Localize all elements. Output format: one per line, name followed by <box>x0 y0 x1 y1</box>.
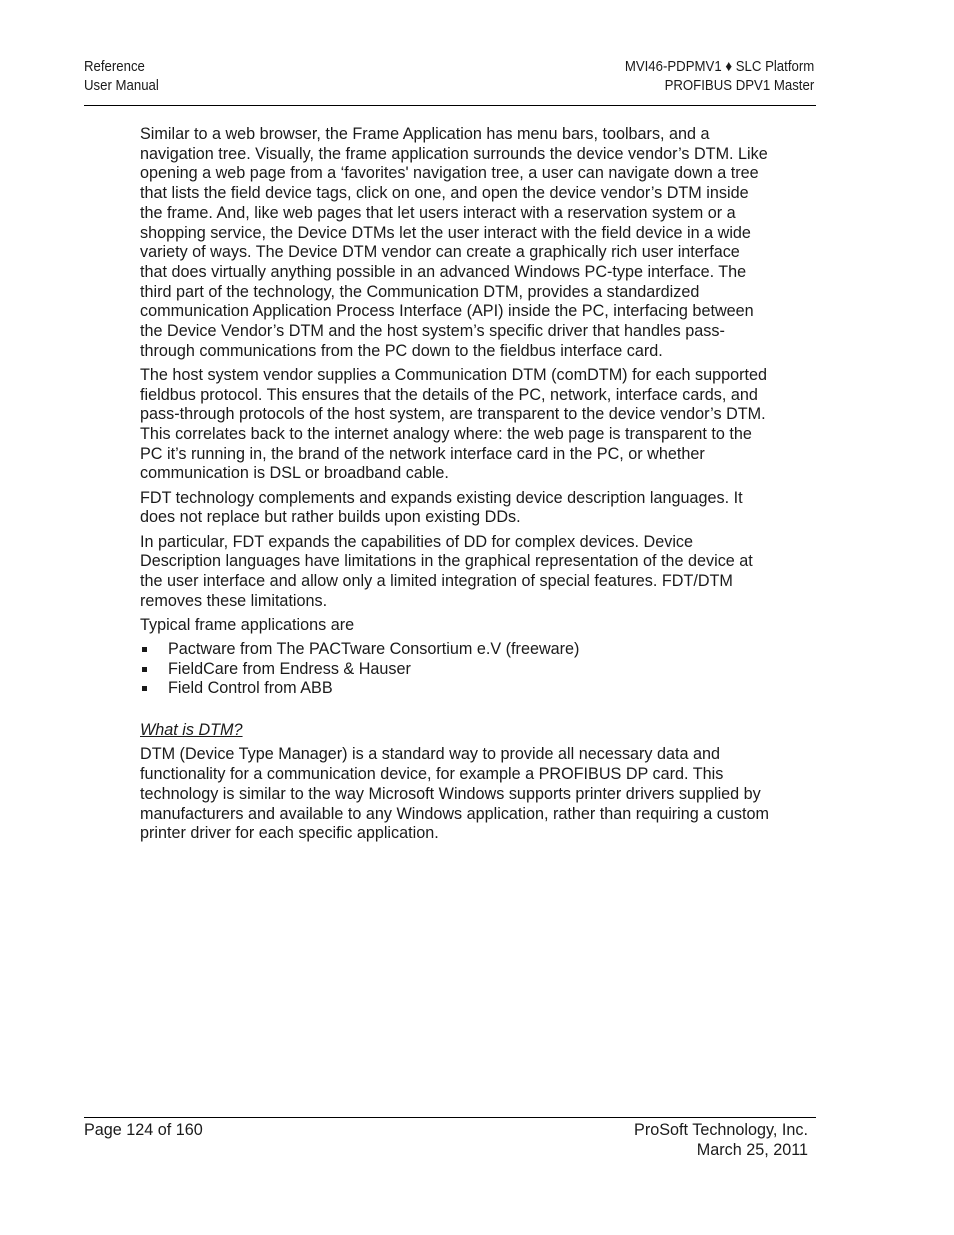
header-product-subtitle: PROFIBUS DPV1 Master <box>664 77 814 94</box>
page-body <box>140 125 770 848</box>
header-right <box>625 57 814 95</box>
list-item-text: Pactware from The PACTware Consortium e.V (freeware) <box>168 640 580 659</box>
footer-date: March 25, 2011 <box>696 1141 808 1159</box>
list-item <box>140 679 770 699</box>
paragraph-typical-frame-apps: Typical frame applications are <box>140 615 355 634</box>
header-divider <box>84 105 816 106</box>
header-left <box>84 57 159 95</box>
paragraph-frame-application: Similar to a web browser, the Frame Application has menu bars, toolbars, and a navigation tree. Visually, the frame application surrounds the device vendor’s DTM. Like opening a web page from a ‘favorites' navigation tree, a user can navigate down a tree that lists the field device tags, click on one, and open the device vendor’s DTM inside the frame. And, like web pages that let users interact with a reservation system or a shopping service, the Device DTMs let the user interact with the field device in a wide variety of ways. The Device DTM vendor can create a graphically rich user interface that does virtually anything possible in an advanced Windows PC-type interface. The third part of the technology, the Communication DTM, provides a standardized communication Application Process Interface (API) inside the PC, interfacing between the Device Vendor’s DTM and the host system’s specific driver that handles pass-through communications from the PC down to the fieldbus interface card. <box>140 125 768 360</box>
subheading-what-is-dtm: What is DTM? <box>140 721 243 740</box>
paragraph-comdtm: The host system vendor supplies a Communication DTM (comDTM) for each supported fieldbus protocol. This ensures that the details of the PC, network, interface cards, and pass-through protocols of the host system, are transparent to the device vendor’s DTM. This correlates back to the internet analogy where: the web page is transparent to the PC it’s running in, the brand of the network interface card in the PC, or whether communication is DSL or broadband cable. <box>140 365 768 483</box>
bullet-square-icon <box>142 667 147 672</box>
list-item <box>140 660 770 680</box>
footer-right <box>634 1120 808 1160</box>
bullet-square-icon <box>142 647 147 652</box>
header-doc-type: User Manual <box>84 77 159 94</box>
bullet-square-icon <box>142 686 147 691</box>
paragraph-fdt-technology: FDT technology complements and expands existing device description languages. It does not replace but rather builds upon existing DDs. <box>140 488 743 527</box>
header-product: MVI46-PDPMV1 ♦ SLC Platform <box>624 58 814 75</box>
list-item-text: Field Control from ABB <box>168 679 333 698</box>
paragraph-fdt-capabilities: In particular, FDT expands the capabilities of DD for complex devices. Device Description languages have limitations in the graphical representation of the device at the user interface and allow only a limited integration of special features. FDT/DTM removes these limitations. <box>140 532 753 610</box>
paragraph-dtm-definition: DTM (Device Type Manager) is a standard way to provide all necessary data and functionality for a communication device, for example a PROFIBUS DP card. This technology is similar to the way Microsoft Windows supports printer drivers supplied by manufacturers and available to any Windows application, rather than requiring a custom printer driver for each specific application. <box>140 745 769 843</box>
footer-page-number: Page 124 of 160 <box>84 1121 203 1139</box>
footer-company: ProSoft Technology, Inc. <box>634 1121 808 1139</box>
list-item <box>140 640 770 660</box>
header-doc-section: Reference <box>84 58 145 75</box>
frame-application-list <box>140 640 770 699</box>
footer-divider <box>84 1117 816 1118</box>
list-item-text: FieldCare from Endress & Hauser <box>168 659 411 678</box>
